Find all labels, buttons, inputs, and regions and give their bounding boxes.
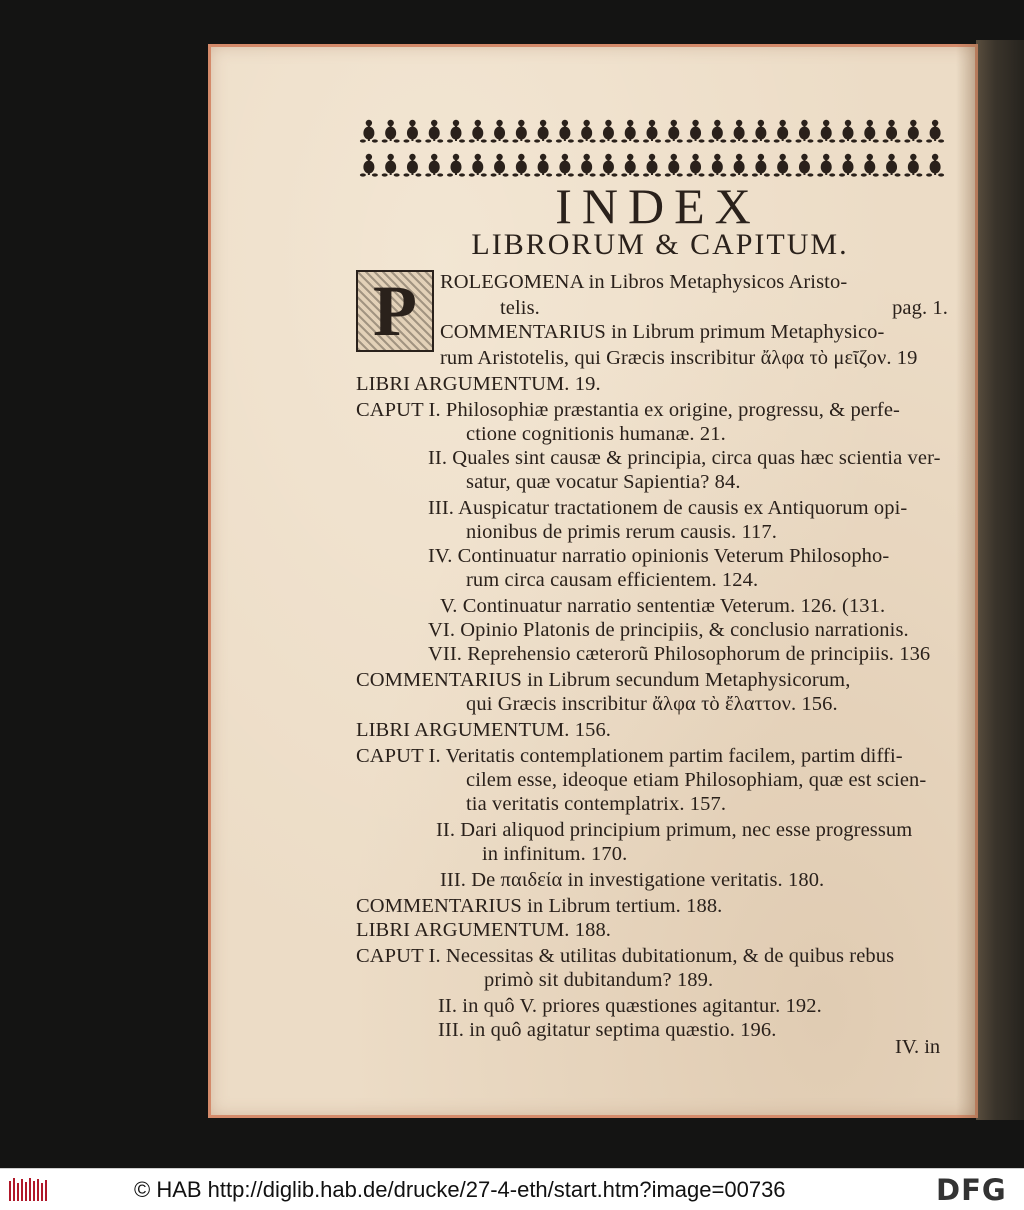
decorated-initial: P [356,270,434,352]
index-line: VII. Reprehensio cæterorũ Philosophorum de principiis. 136 [428,643,931,665]
next-page-edge [976,40,1024,1120]
hab-barcode-icon[interactable] [8,1177,48,1203]
source-link[interactable]: © HAB http://diglib.hab.de/drucke/27-4-eth/start.htm?image=00736 [134,1177,786,1202]
index-line: qui Græcis inscribitur ἄλφα τὸ ἔλαττον. 156. [466,693,838,715]
ornament-band-icon [358,114,946,186]
index-line: III. in quô agitatur septima quæstio. 196. [438,1019,777,1041]
index-subtitle: LIBRORUM & CAPITUM. [471,228,849,261]
index-line: COMMENTARIUS in Librum tertium. 188. [356,895,723,917]
index-line: CAPUT I. Necessitas & utilitas dubitationum, & de quibus rebus [356,945,895,967]
index-line: LIBRI ARGUMENTUM. 156. [356,719,612,741]
index-line: telis. pag. 1. [500,297,948,319]
index-line: III. De παιδεία in investigatione veritatis. 180. [440,869,825,891]
index-line: rum circa causam efficientem. 124. [466,569,759,591]
index-line: tia veritatis contemplatrix. 157. [466,793,727,815]
footer-bar [0,1168,1024,1210]
index-line: VI. Opinio Platonis de principiis, & conclusio narrationis. [428,619,909,641]
index-line: rum Aristotelis, qui Græcis inscribitur ἄλφα τὸ μεῖζον. 19 [440,347,918,369]
index-line: cilem esse, ideoque etiam Philosophiam, quæ est scien- [466,769,927,791]
index-line: IV. Continuatur narratio opinionis Veterum Philosopho- [428,545,890,567]
index-line: primò sit dubitandum? 189. [484,969,714,991]
index-line: II. Quales sint causæ & principia, circa quas hæc scientia ver- [428,447,941,469]
page-fold-shadow [956,44,978,1118]
page-reference: pag. 1. [892,297,948,319]
dfg-logo[interactable]: DFG [936,1173,1007,1207]
index-line: II. in quô V. priores quæstiones agitantur. 192. [438,995,822,1017]
index-title: INDEX [555,178,761,234]
catchword: IV. in [895,1036,941,1058]
index-line: II. Dari aliquod principium primum, nec esse progressum [436,819,913,841]
index-line: V. Continuatur narratio sententiæ Veterum. 126. (131. [440,595,886,617]
index-line: satur, quæ vocatur Sapientia? 84. [466,471,741,493]
index-line: LIBRI ARGUMENTUM. 19. [356,373,601,395]
index-line: CAPUT I. Philosophiæ præstantia ex origine, progressu, & perfe- [356,399,900,421]
index-line: CAPUT I. Veritatis contemplationem partim facilem, partim diffi- [356,745,903,767]
index-line: ctione cognitionis humanæ. 21. [466,423,726,445]
index-line: COMMENTARIUS in Librum primum Metaphysico- [440,321,885,343]
index-line: in infinitum. 170. [482,843,628,865]
index-line: LIBRI ARGUMENTUM. 188. [356,919,612,941]
index-line: nionibus de primis rerum causis. 117. [466,521,777,543]
index-line: III. Auspicatur tractationem de causis ex Antiquorum opi- [428,497,908,519]
index-line: ROLEGOMENA in Libros Metaphysicos Aristo- [440,271,848,293]
index-line: COMMENTARIUS in Librum secundum Metaphysicorum, [356,669,851,691]
